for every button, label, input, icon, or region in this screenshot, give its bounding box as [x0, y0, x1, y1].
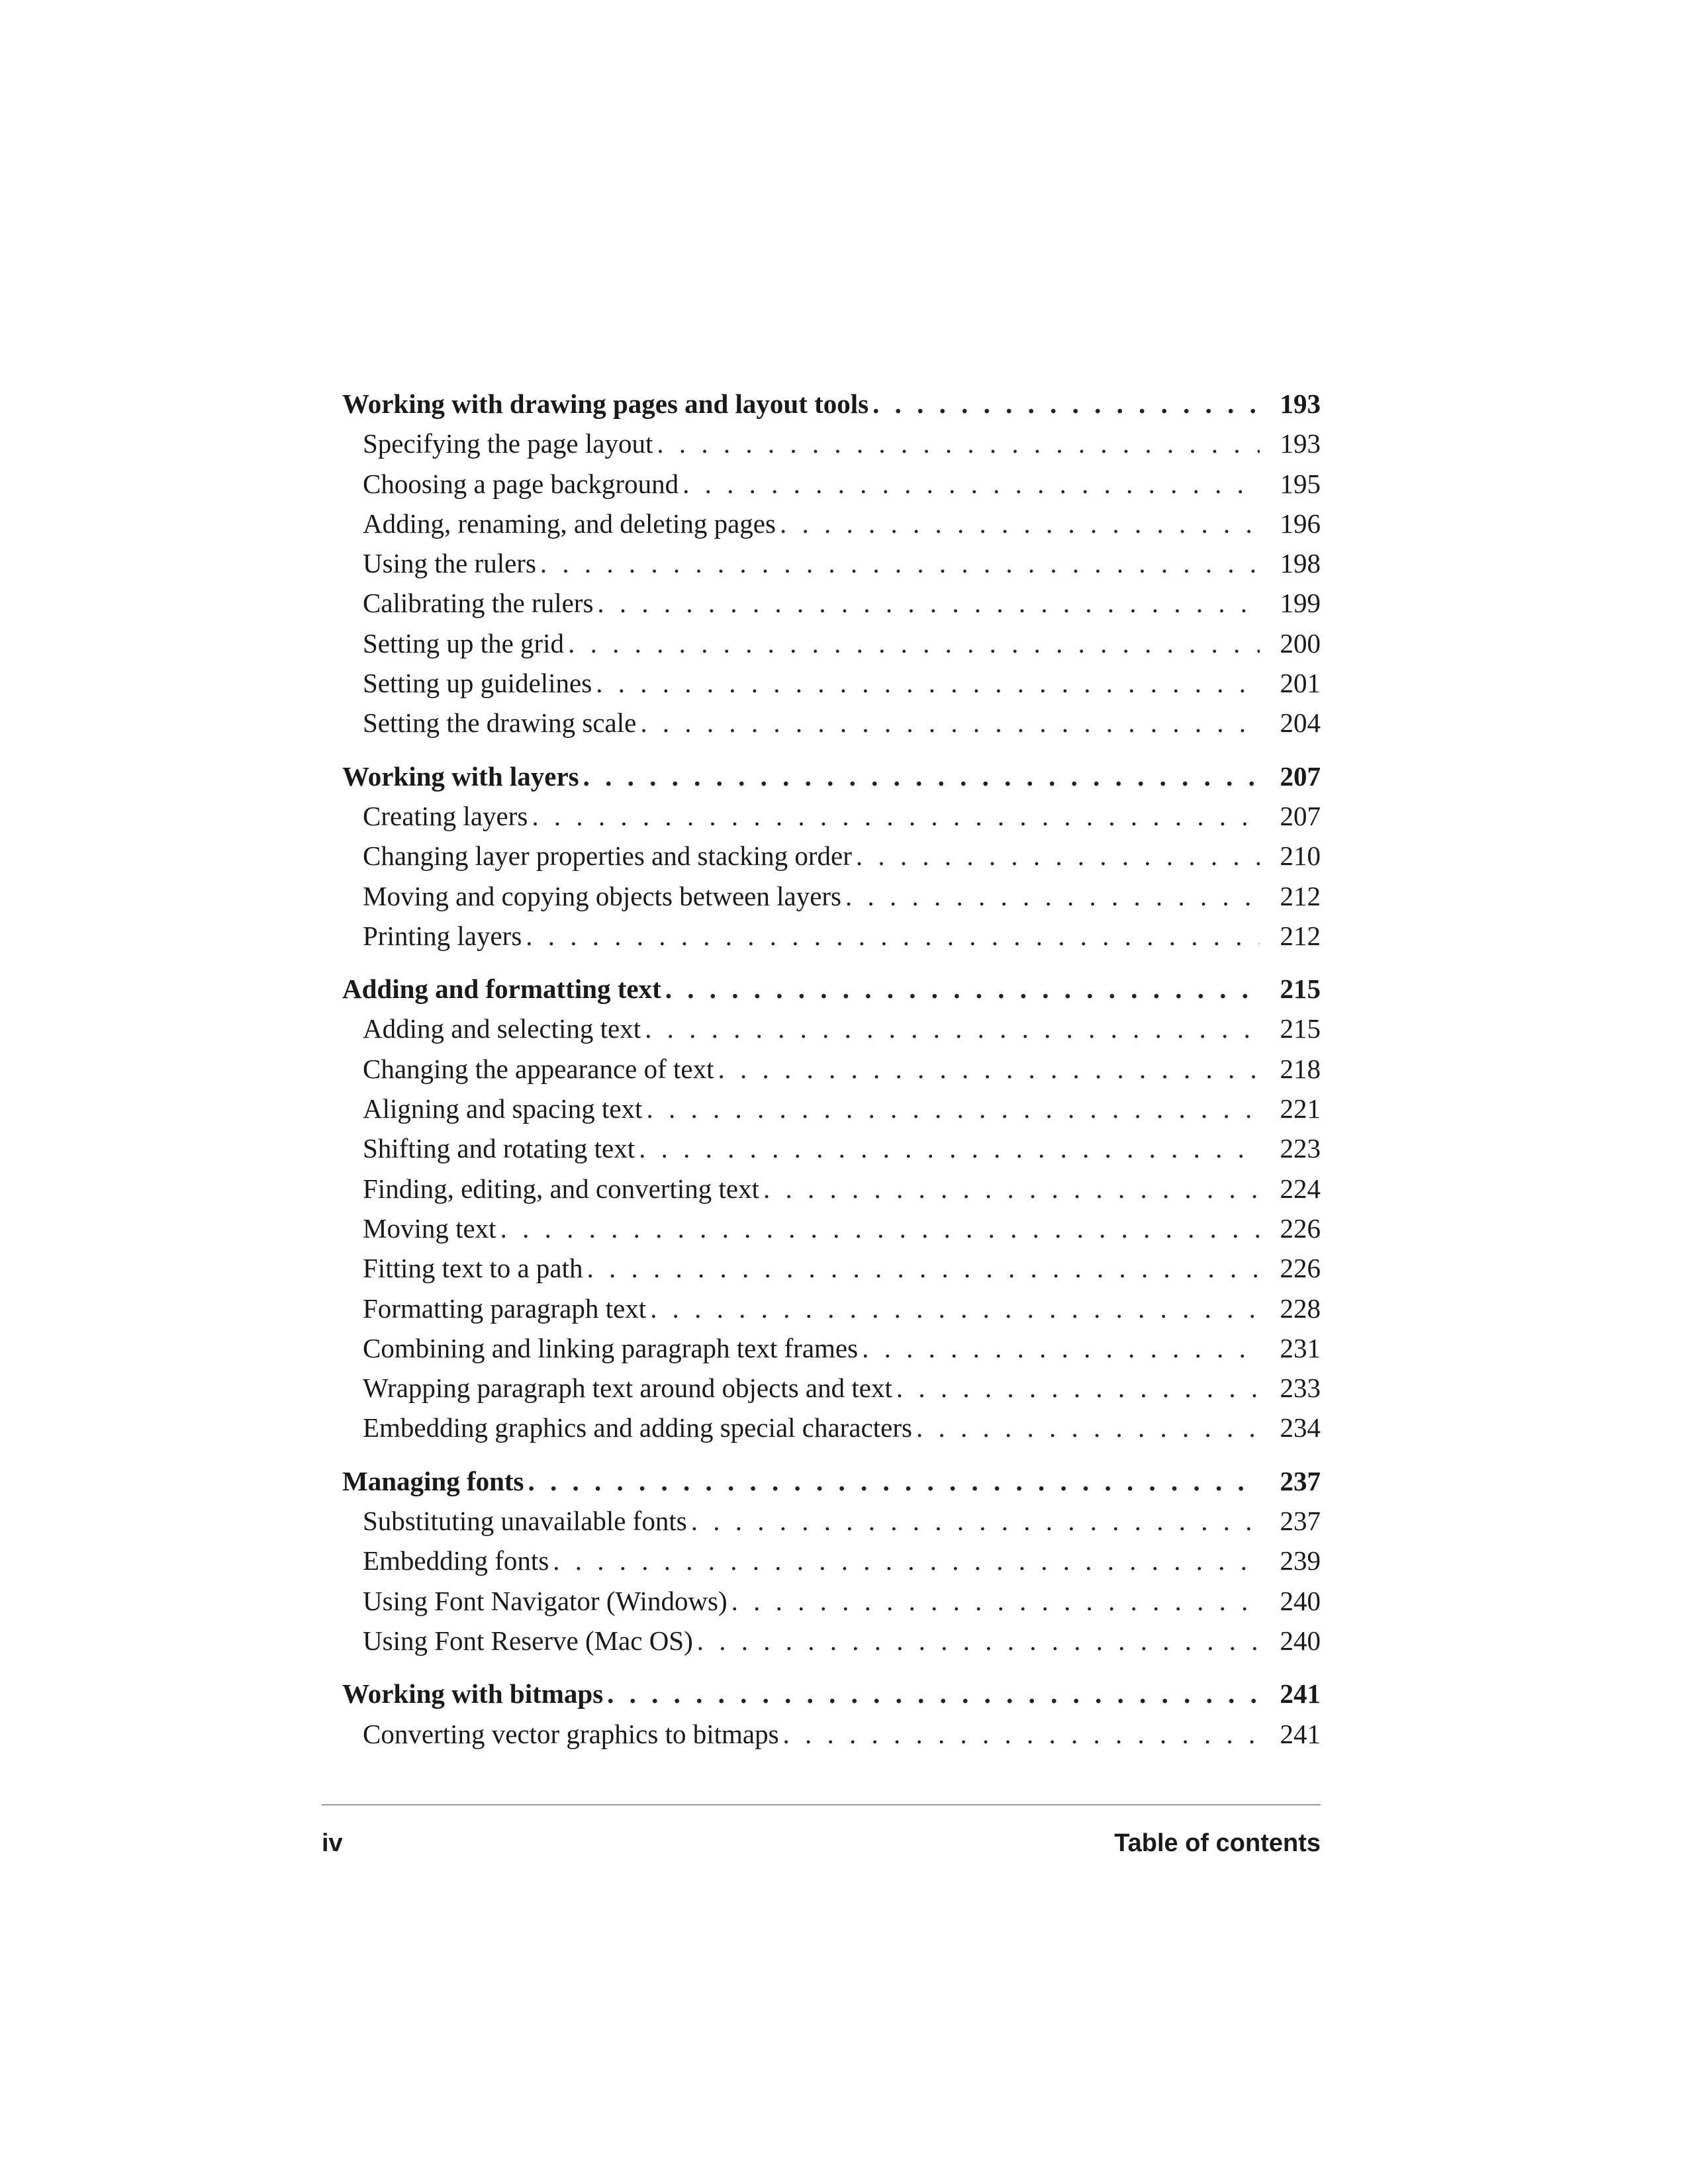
toc-entry-title: Changing layer properties and stacking order	[363, 836, 856, 876]
dot-leader	[532, 796, 1260, 836]
toc-entry[interactable]	[342, 1501, 1321, 1541]
dot-leader	[845, 876, 1260, 916]
toc-entry-page: 223	[1280, 1133, 1321, 1164]
toc-entry-title: Wrapping paragraph text around objects and text	[363, 1368, 896, 1408]
dot-leader	[607, 1674, 1260, 1713]
toc-entry[interactable]	[342, 1009, 1321, 1048]
toc-entry-title: Fitting text to a path	[363, 1248, 587, 1288]
toc-entry-title: Formatting paragraph text	[363, 1289, 650, 1328]
dot-leader	[657, 424, 1260, 463]
toc-entry[interactable]	[342, 623, 1321, 663]
toc-entry[interactable]	[342, 424, 1321, 463]
toc-entry-page: 210	[1280, 841, 1321, 872]
toc-heading[interactable]	[342, 969, 1321, 1009]
toc-entry[interactable]	[342, 583, 1321, 623]
toc-entry-page: 201	[1280, 668, 1321, 699]
toc-entry-title: Embedding graphics and adding special characters	[363, 1408, 916, 1447]
toc-entry-page: 193	[1280, 428, 1321, 459]
toc-entry-page: 212	[1280, 880, 1321, 911]
toc-entry[interactable]	[342, 543, 1321, 583]
dot-leader	[718, 1049, 1260, 1089]
toc-entry-title: Moving and copying objects between layers	[363, 876, 845, 916]
dot-leader	[526, 916, 1260, 956]
toc-heading[interactable]	[342, 1674, 1321, 1713]
toc-entry-page: 240	[1280, 1585, 1321, 1616]
toc-entry[interactable]	[342, 1208, 1321, 1248]
toc-entry-title: Choosing a page background	[363, 464, 682, 504]
toc-entry[interactable]	[342, 876, 1321, 916]
dot-leader	[691, 1501, 1260, 1541]
dot-leader	[597, 583, 1260, 623]
toc-entry[interactable]	[342, 1089, 1321, 1128]
toc-entry[interactable]	[342, 1169, 1321, 1208]
toc-heading-title: Working with drawing pages and layout tools	[342, 384, 872, 424]
dot-leader	[583, 756, 1260, 796]
toc-entry-title: Calibrating the rulers	[363, 583, 597, 623]
toc-entry-page: 215	[1280, 1013, 1321, 1044]
dot-leader	[780, 504, 1260, 543]
dot-leader	[783, 1714, 1260, 1754]
toc-heading-page: 193	[1280, 388, 1321, 419]
toc-entry[interactable]	[342, 1328, 1321, 1368]
toc-entry-title: Shifting and rotating text	[363, 1128, 639, 1168]
toc-section	[342, 384, 1321, 743]
toc-entry-title: Converting vector graphics to bitmaps	[363, 1714, 783, 1754]
toc-entry[interactable]	[342, 836, 1321, 876]
dot-leader	[665, 969, 1260, 1009]
toc-section	[342, 969, 1321, 1448]
toc-entry-page: 233	[1280, 1373, 1321, 1404]
toc-entry-page: 240	[1280, 1625, 1321, 1656]
toc-entry[interactable]	[342, 1049, 1321, 1089]
toc-entry-page: 218	[1280, 1053, 1321, 1084]
toc-entry-title: Setting up guidelines	[363, 663, 596, 703]
table-of-contents	[342, 384, 1321, 1767]
toc-entry-page: 221	[1280, 1093, 1321, 1124]
toc-entry[interactable]	[342, 703, 1321, 743]
toc-section	[342, 1674, 1321, 1754]
toc-entry[interactable]	[342, 464, 1321, 504]
toc-section	[342, 1461, 1321, 1661]
footer-page-number: iv	[322, 1829, 343, 1857]
toc-entry-title: Adding and selecting text	[363, 1009, 645, 1048]
toc-entry-page: 195	[1280, 468, 1321, 499]
toc-entry-page: 241	[1280, 1718, 1321, 1749]
toc-entry[interactable]	[342, 1621, 1321, 1661]
toc-entry-title: Setting the drawing scale	[363, 703, 640, 743]
toc-entry-page: 226	[1280, 1253, 1321, 1284]
dot-leader	[682, 464, 1260, 504]
toc-entry-page: 212	[1280, 920, 1321, 951]
dot-leader	[731, 1581, 1260, 1621]
toc-heading-page: 237	[1280, 1465, 1321, 1496]
dot-leader	[872, 384, 1260, 424]
toc-entry-title: Setting up the grid	[363, 623, 568, 663]
toc-entry-page: 204	[1280, 707, 1321, 739]
dot-leader	[528, 1461, 1260, 1501]
toc-entry-page: 237	[1280, 1506, 1321, 1537]
toc-heading-title: Working with bitmaps	[342, 1674, 607, 1713]
dot-leader	[596, 663, 1260, 703]
toc-entry-title: Finding, editing, and converting text	[363, 1169, 763, 1208]
toc-heading-page: 241	[1280, 1678, 1321, 1709]
dot-leader	[896, 1368, 1260, 1408]
toc-entry-title: Using Font Reserve (Mac OS)	[363, 1621, 697, 1661]
toc-heading[interactable]	[342, 384, 1321, 424]
footer-section-label: Table of contents	[1114, 1829, 1321, 1857]
dot-leader	[646, 1089, 1260, 1128]
dot-leader	[697, 1621, 1260, 1661]
dot-leader	[856, 836, 1260, 876]
dot-leader	[640, 703, 1260, 743]
toc-entry-title: Aligning and spacing text	[363, 1089, 646, 1128]
dot-leader	[862, 1328, 1260, 1368]
dot-leader	[500, 1208, 1260, 1248]
toc-entry[interactable]	[342, 1289, 1321, 1328]
toc-entry[interactable]	[342, 1581, 1321, 1621]
dot-leader	[763, 1169, 1260, 1208]
dot-leader	[568, 623, 1260, 663]
toc-entry[interactable]	[342, 504, 1321, 543]
toc-heading[interactable]	[342, 1461, 1321, 1501]
toc-entry-title: Using the rulers	[363, 543, 540, 583]
toc-heading-page: 207	[1280, 760, 1321, 792]
toc-entry-page: 200	[1280, 627, 1321, 659]
toc-entry[interactable]	[342, 1408, 1321, 1447]
toc-entry-title: Adding, renaming, and deleting pages	[363, 504, 780, 543]
toc-entry[interactable]	[342, 1541, 1321, 1580]
dot-leader	[540, 543, 1260, 583]
toc-entry[interactable]	[342, 796, 1321, 836]
dot-leader	[553, 1541, 1260, 1580]
toc-entry-title: Substituting unavailable fonts	[363, 1501, 691, 1541]
toc-entry[interactable]	[342, 1248, 1321, 1288]
toc-entry-page: 234	[1280, 1412, 1321, 1443]
toc-entry[interactable]	[342, 663, 1321, 703]
toc-heading-title: Adding and formatting text	[342, 969, 665, 1009]
toc-entry-page: 199	[1280, 588, 1321, 619]
toc-section	[342, 756, 1321, 956]
toc-entry-page: 207	[1280, 800, 1321, 831]
toc-heading-title: Working with layers	[342, 756, 583, 796]
dot-leader	[587, 1248, 1260, 1288]
toc-entry-page: 196	[1280, 508, 1321, 539]
dot-leader	[916, 1408, 1260, 1447]
toc-entry[interactable]	[342, 1128, 1321, 1168]
toc-entry-title: Moving text	[363, 1208, 500, 1248]
toc-entry-page: 231	[1280, 1332, 1321, 1363]
toc-entry-title: Printing layers	[363, 916, 526, 956]
toc-entry-title: Changing the appearance of text	[363, 1049, 718, 1089]
dot-leader	[650, 1289, 1260, 1328]
toc-entry-title: Creating layers	[363, 796, 532, 836]
toc-heading[interactable]	[342, 756, 1321, 796]
dot-leader	[645, 1009, 1260, 1048]
dot-leader	[639, 1128, 1260, 1168]
footer-divider	[322, 1804, 1321, 1805]
toc-entry-page: 239	[1280, 1545, 1321, 1576]
toc-entry-title: Combining and linking paragraph text frames	[363, 1328, 862, 1368]
toc-entry-page: 198	[1280, 548, 1321, 579]
toc-entry[interactable]	[342, 1368, 1321, 1408]
toc-entry-title: Specifying the page layout	[363, 424, 657, 463]
toc-entry[interactable]	[342, 1714, 1321, 1754]
toc-entry-page: 224	[1280, 1173, 1321, 1204]
toc-entry-title: Embedding fonts	[363, 1541, 553, 1580]
toc-entry-title: Using Font Navigator (Windows)	[363, 1581, 731, 1621]
toc-heading-title: Managing fonts	[342, 1461, 528, 1501]
toc-entry-page: 226	[1280, 1212, 1321, 1244]
toc-entry-page: 228	[1280, 1293, 1321, 1324]
toc-heading-page: 215	[1280, 974, 1321, 1005]
toc-entry[interactable]	[342, 916, 1321, 956]
